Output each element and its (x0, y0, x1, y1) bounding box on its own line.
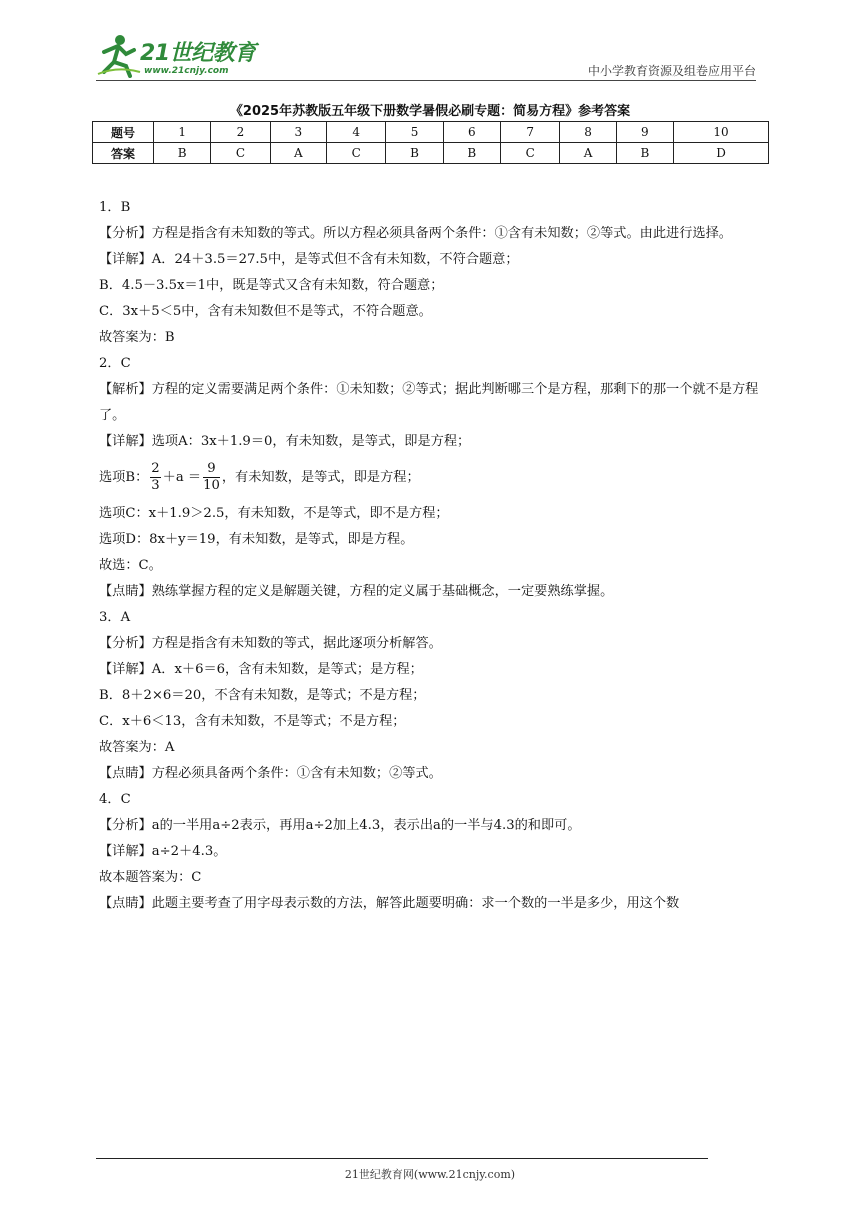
answer-table-row-answers (93, 143, 769, 164)
remark-text: 【点睛】方程必须具备两个条件：①含有未知数；②等式。 (99, 766, 442, 781)
answer-cell: B (154, 143, 211, 164)
fraction-line-prefix: 选项B： (99, 470, 149, 485)
runner-logo-icon (96, 32, 142, 78)
answer-cell: B (386, 143, 443, 164)
analysis-text: 【分析】a的一半用a÷2表示，再用a÷2加上4.3，表示出a的一半与4.3的和即可。 (99, 818, 581, 833)
question-number: 10 (674, 122, 769, 143)
detail-text: 【详解】a÷2＋4.3。 (99, 844, 227, 859)
question-number: 5 (386, 122, 443, 143)
solution-heading: 2．C (99, 356, 131, 371)
answer-cell: A (270, 143, 326, 164)
answer-statement: 故选：C。 (99, 558, 162, 573)
solution-heading: 1．B (99, 200, 131, 215)
question-number: 9 (616, 122, 673, 143)
answer-table (92, 121, 769, 164)
header-divider (96, 80, 756, 81)
question-number: 1 (154, 122, 211, 143)
answer-cell: C (211, 143, 270, 164)
answer-table-header: 题号 (93, 122, 154, 143)
answer-cell: B (443, 143, 500, 164)
logo-text: 21世纪教育 (140, 41, 256, 66)
answer-table-row-numbers (93, 122, 769, 143)
fraction-line-suffix: ，有未知数，是等式，即是方程； (221, 470, 420, 485)
answer-cell: C (327, 143, 386, 164)
answer-statement: 故答案为：B (99, 330, 175, 345)
solutions-body (99, 195, 767, 917)
question-number: 3 (270, 122, 326, 143)
answer-cell: C (500, 143, 559, 164)
fraction (203, 461, 220, 494)
detail-text: B．4.5－3.5x＝1中，既是等式又含有未知数，符合题意； (99, 278, 444, 293)
detail-text: 选项C：x＋1.9＞2.5，有未知数，不是等式，即不是方程； (99, 506, 449, 521)
fraction-denominator: 3 (151, 478, 160, 493)
solution-heading: 3．A (99, 610, 131, 625)
answer-statement: 故答案为：A (99, 740, 175, 755)
fraction-equation-line (99, 455, 767, 501)
analysis-text: 【解析】方程的定义需要满足两个条件：①未知数；②等式；据此判断哪三个是方程，那剩下的那一个就不是方程了。 (99, 382, 759, 423)
detail-text: 【详解】A．24＋3.5＝27.5中，是等式但不含有未知数，不符合题意； (99, 252, 519, 267)
detail-text: 【详解】A．x＋6＝6，含有未知数，是等式；是方程； (99, 662, 423, 677)
remark-text: 【点睛】熟练掌握方程的定义是解题关键，方程的定义属于基础概念，一定要熟练掌握。 (99, 584, 614, 599)
question-number: 2 (211, 122, 270, 143)
detail-text: C．3x＋5＜5中，含有未知数但不是等式，不符合题意。 (99, 304, 432, 319)
question-number: 7 (500, 122, 559, 143)
fraction-numerator: 9 (203, 461, 220, 478)
detail-text: C．x＋6＜13，含有未知数，不是等式；不是方程； (99, 714, 406, 729)
answer-table-header: 答案 (93, 143, 154, 164)
header-platform-text: 中小学教育资源及组卷应用平台 (587, 64, 756, 78)
question-number: 8 (560, 122, 616, 143)
footer-text: 21世纪教育网(www.21cnjy.com) (344, 1168, 516, 1181)
logo-url: www.21cnjy.com (144, 66, 229, 76)
analysis-text: 【分析】方程是指含有未知数的等式。所以方程必须具备两个条件：①含有未知数；②等式。由此进行选择。 (99, 226, 732, 241)
answer-cell: B (616, 143, 673, 164)
fraction-line-middle: ＋a ＝ (162, 470, 202, 485)
detail-text: B．8＋2×6＝20，不含有未知数，是等式；不是方程； (99, 688, 426, 703)
answer-cell: D (674, 143, 769, 164)
logo (96, 30, 266, 80)
answer-cell: A (560, 143, 616, 164)
document-title: 《2025年苏教版五年级下册数学暑假必刷专题：简易方程》参考答案 (229, 104, 631, 119)
analysis-text: 【分析】方程是指含有未知数的等式，据此逐项分析解答。 (99, 636, 442, 651)
detail-text: 【详解】选项A：3x＋1.9＝0，有未知数，是等式，即是方程； (99, 434, 471, 449)
answer-statement: 故本题答案为：C (99, 870, 202, 885)
fraction (150, 461, 160, 494)
fraction-numerator: 2 (151, 461, 160, 476)
remark-text: 【点睛】此题主要考查了用字母表示数的方法，解答此题要明确：求一个数的一半是多少，用这个数 (99, 896, 680, 911)
fraction-denominator: 10 (203, 478, 220, 493)
footer-divider (96, 1158, 708, 1159)
solution-heading: 4．C (99, 792, 131, 807)
question-number: 6 (443, 122, 500, 143)
detail-text: 选项D：8x＋y＝19，有未知数，是等式，即是方程。 (99, 532, 414, 547)
question-number: 4 (327, 122, 386, 143)
